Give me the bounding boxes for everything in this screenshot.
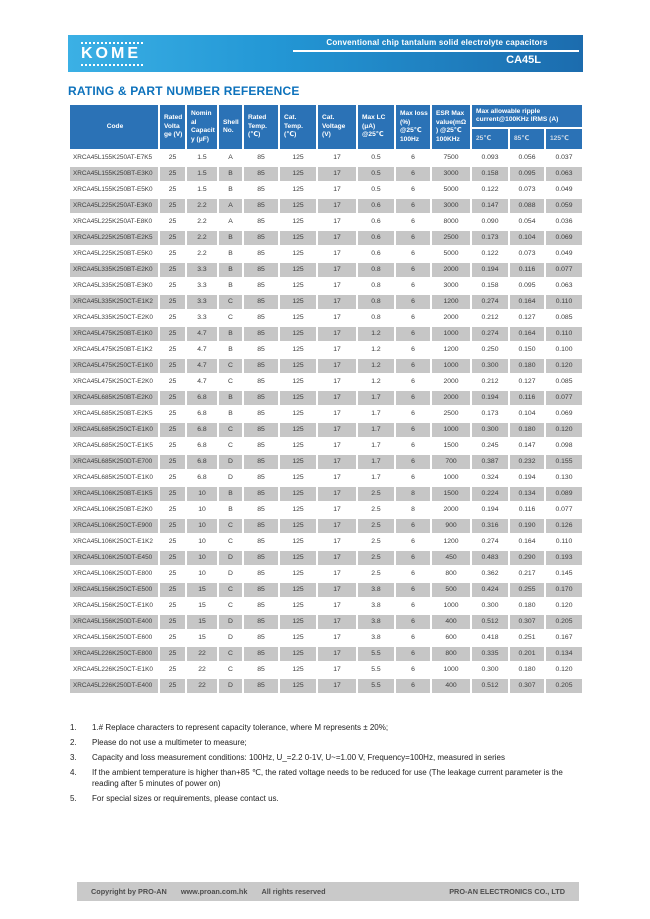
table-row: XRCA45L685K250BT-E2K5 25 6.8 B 85 125 17 1.7 6 2500 0.173 0.104 0.069 [70,407,582,421]
col-header-3: Nominal Capacity (μF) [187,105,217,149]
note-text: Please do not use a multimeter to measure; [92,738,247,747]
table-row: XRCA45L155K250BT-E3K0 25 1.5 B 85 125 17 0.5 6 3000 0.158 0.095 0.063 [70,167,582,181]
table-row: XRCA45L475K250BT-E1K2 25 4.7 B 85 125 17 1.2 6 1200 0.250 0.150 0.100 [70,343,582,357]
table-row: XRCA45L155K250BT-E5K0 25 1.5 B 85 125 17 0.5 6 5000 0.122 0.073 0.049 [70,183,582,197]
table-row: XRCA45L685K250CT-E1K5 25 6.8 C 85 125 17 1.7 6 1500 0.245 0.147 0.098 [70,439,582,453]
table-row: XRCA45L225K250BT-E2K5 25 2.2 B 85 125 17 0.6 6 2500 0.173 0.104 0.069 [70,231,582,245]
footer-bar [77,882,579,901]
table-row: XRCA45L475K250CT-E2K0 25 4.7 C 85 125 17 1.2 6 2000 0.212 0.127 0.085 [70,375,582,389]
col-header-ripple-2: 85℃ [510,129,544,149]
footer-url: www.proan.com.hk [180,887,248,896]
note-text: 1.# Replace characters to represent capacity tolerance, where M represents ± 20%; [92,723,389,732]
footer-company: PRO-AN ELECTRONICS CO., LTD [449,887,565,896]
col-header-9: Max loss (%) @25℃ 100Hz [396,105,430,149]
footer-rights: All rights reserved [261,887,326,896]
rating-table [68,103,584,695]
table-row: XRCA45L685K250BT-E2K0 25 6.8 B 85 125 17 1.7 6 2000 0.194 0.116 0.077 [70,391,582,405]
series-label: CA45L [506,54,541,66]
col-header-10: ESR Max value(mΩ) @25℃ 100KHz [432,105,470,149]
note-item [70,753,586,764]
col-header-ripple-3: 125℃ [546,129,582,149]
note-number: 1. [70,723,77,732]
header-banner [68,35,583,72]
notes-list [70,723,586,809]
table-row: XRCA45L335K250BT-E2K0 25 3.3 B 85 125 17 0.8 6 2000 0.194 0.116 0.077 [70,263,582,277]
note-text: If the ambient temperature is higher than+85 ℃, the rated voltage needs to be reduced for use (The leakage current parameter is the reading after 5 minutes of power on) [92,768,563,788]
note-item [70,794,586,805]
col-header-6: Cat. Temp. (℃) [280,105,316,149]
note-number: 3. [70,753,77,762]
table-row: XRCA45L685K250DT-E1K0 25 6.8 D 85 125 17 1.7 6 1000 0.324 0.194 0.130 [70,471,582,485]
table-row: XRCA45L226K250CT-E1K0 25 22 C 85 125 17 5.5 6 1000 0.300 0.180 0.120 [70,663,582,677]
footer-left [91,887,340,896]
table-row: XRCA45L685K250CT-E1K0 25 6.8 C 85 125 17 1.7 6 1000 0.300 0.180 0.120 [70,423,582,437]
table-row: XRCA45L475K250BT-E1K0 25 4.7 B 85 125 17 1.2 6 1000 0.274 0.164 0.110 [70,327,582,341]
col-header-2: Rated Voltage (V) [160,105,185,149]
table-body [70,151,582,693]
banner-right [291,38,583,66]
table-row: XRCA45L156K250DT-E600 25 15 D 85 125 17 3.8 6 600 0.418 0.251 0.167 [70,631,582,645]
note-number: 4. [70,768,77,777]
table-row: XRCA45L156K250DT-E400 25 15 D 85 125 17 3.8 6 400 0.512 0.307 0.205 [70,615,582,629]
kome-logo: KOME [81,42,143,66]
table-row: XRCA45L685K250DT-E700 25 6.8 D 85 125 17 1.7 6 700 0.387 0.232 0.155 [70,455,582,469]
note-item [70,738,586,749]
note-text: Capacity and loss measurement conditions: 100Hz, U_=2.2 0-1V, U~=1.00 V, Frequency=100Hz, measured in series [92,753,505,762]
table-row: XRCA45L225K250BT-E5K0 25 2.2 B 85 125 17 0.6 6 5000 0.122 0.073 0.049 [70,247,582,261]
banner-subtitle: Conventional chip tantalum solid electrolyte capacitors [326,38,548,47]
table-row: XRCA45L106K250DT-E800 25 10 D 85 125 17 2.5 6 800 0.362 0.217 0.145 [70,567,582,581]
table-row: XRCA45L226K250DT-E400 25 22 D 85 125 17 5.5 6 400 0.512 0.307 0.205 [70,679,582,693]
col-header-ripple-1: 25℃ [472,129,508,149]
table-row: XRCA45L335K250CT-E2K0 25 3.3 C 85 125 17 0.8 6 2000 0.212 0.127 0.085 [70,311,582,325]
col-header-8: Max LC (μA) @25℃ [358,105,394,149]
table-row: XRCA45L226K250CT-E800 25 22 C 85 125 17 5.5 6 800 0.335 0.201 0.134 [70,647,582,661]
table-row: XRCA45L335K250BT-E3K0 25 3.3 B 85 125 17 0.8 6 3000 0.158 0.095 0.063 [70,279,582,293]
table-row: XRCA45L225K250AT-E8K0 25 2.2 A 85 125 17 0.6 6 8000 0.090 0.054 0.036 [70,215,582,229]
note-text: For special sizes or requirements, please contact us. [92,793,279,803]
table-header [70,105,582,149]
col-header-7: Cat. Voltage (V) [318,105,356,149]
col-header-4: Shell No. [219,105,242,149]
table-row: XRCA45L156K250CT-E1K0 25 15 C 85 125 17 3.8 6 1000 0.300 0.180 0.120 [70,599,582,613]
table-row: XRCA45L106K250BT-E1K5 25 10 B 85 125 17 2.5 8 1500 0.224 0.134 0.089 [70,487,582,501]
note-number: 5. [70,793,77,803]
table-header-row-1 [70,105,582,127]
col-header-ripple-group: Max allowable ripple current@100KHz IRMS (A) [472,105,582,127]
table-row: XRCA45L335K250CT-E1K2 25 3.3 C 85 125 17 0.8 6 1200 0.274 0.164 0.110 [70,295,582,309]
note-number: 2. [70,738,77,747]
table-row: XRCA45L106K250CT-E1K2 25 10 C 85 125 17 2.5 6 1200 0.274 0.164 0.110 [70,535,582,549]
note-item [70,768,586,789]
note-item [70,723,586,734]
col-header-5: Rated Temp. (℃) [244,105,278,149]
table-row: XRCA45L156K250CT-E500 25 15 C 85 125 17 3.8 6 500 0.424 0.255 0.170 [70,583,582,597]
table-row: XRCA45L106K250DT-E450 25 10 D 85 125 17 2.5 6 450 0.483 0.290 0.193 [70,551,582,565]
table-row: XRCA45L475K250CT-E1K0 25 4.7 C 85 125 17 1.2 6 1000 0.300 0.180 0.120 [70,359,582,373]
table-row: XRCA45L106K250BT-E2K0 25 10 B 85 125 17 2.5 8 2000 0.194 0.116 0.077 [70,503,582,517]
table-row: XRCA45L225K250AT-E3K0 25 2.2 A 85 125 17 0.6 6 3000 0.147 0.088 0.059 [70,199,582,213]
table-row: XRCA45L106K250CT-E900 25 10 C 85 125 17 2.5 6 900 0.316 0.190 0.126 [70,519,582,533]
banner-divider [293,50,579,52]
footer-copyright: Copyright by PRO-AN [91,887,167,896]
col-header-1: Code [70,105,158,149]
page-title: RATING & PART NUMBER REFERENCE [68,84,300,98]
table-row: XRCA45L155K250AT-E7K5 25 1.5 A 85 125 17 0.5 6 7500 0.093 0.056 0.037 [70,151,582,165]
